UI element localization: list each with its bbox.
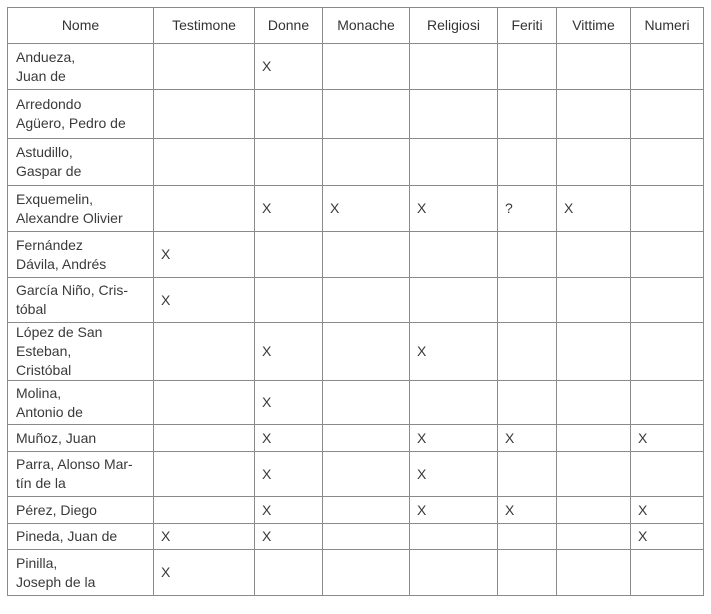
- cell-numeri: X: [631, 524, 704, 550]
- cell-feriti: [498, 90, 557, 139]
- cell-numeri: [631, 381, 704, 425]
- name-line: Dávila, Andrés: [16, 255, 107, 272]
- name-line: tóbal: [16, 301, 47, 317]
- name-line: García Niño, Cris-: [16, 282, 129, 298]
- cell-monache: [323, 232, 410, 278]
- name-line: Pinilla,: [16, 554, 58, 571]
- name-line: Molina,: [16, 384, 62, 401]
- table-row: [8, 425, 704, 452]
- cell-vittime: [557, 90, 631, 139]
- cell-vittime: [557, 232, 631, 278]
- header-numeri: Numeri: [631, 8, 704, 44]
- cell-monache: [323, 497, 410, 524]
- cell-feriti: [498, 232, 557, 278]
- cell-numeri: X: [631, 497, 704, 524]
- cell-feriti: ?: [498, 186, 557, 232]
- cell-monache: X: [323, 186, 410, 232]
- cell-nome: [8, 278, 154, 323]
- name-line: Fernández: [16, 236, 83, 253]
- cell-vittime: [557, 452, 631, 497]
- table-row: [8, 524, 704, 550]
- cell-religiosi: X: [410, 186, 498, 232]
- cell-nome: [8, 381, 154, 425]
- header-monache: Monache: [323, 8, 410, 44]
- cell-donne: X: [255, 497, 323, 524]
- cell-nome: [8, 323, 154, 381]
- cell-numeri: [631, 186, 704, 232]
- cell-feriti: X: [498, 425, 557, 452]
- cell-testimone: [154, 44, 255, 90]
- cell-feriti: [498, 381, 557, 425]
- header-nome: Nome: [8, 8, 154, 44]
- cell-feriti: [498, 524, 557, 550]
- cell-numeri: [631, 278, 704, 323]
- cell-donne: [255, 550, 323, 596]
- cell-vittime: [557, 550, 631, 596]
- cell-vittime: X: [557, 186, 631, 232]
- cell-nome: [8, 44, 154, 90]
- cell-religiosi: [410, 139, 498, 186]
- cell-testimone: [154, 425, 255, 452]
- cell-religiosi: [410, 550, 498, 596]
- cell-monache: [323, 44, 410, 90]
- cell-feriti: [498, 550, 557, 596]
- cell-religiosi: [410, 44, 498, 90]
- cell-numeri: [631, 232, 704, 278]
- cell-monache: [323, 550, 410, 596]
- cell-vittime: [557, 44, 631, 90]
- name-line: tín de la: [16, 475, 66, 491]
- name-line: Astudillo,: [16, 144, 73, 160]
- cell-nome: [8, 550, 154, 596]
- name-line: Esteban,: [16, 343, 72, 359]
- table-row: [8, 90, 704, 139]
- name-line: Antonio de: [16, 403, 83, 420]
- cell-religiosi: X: [410, 497, 498, 524]
- cell-nome: [8, 452, 154, 497]
- cell-monache: [323, 381, 410, 425]
- table-row: [8, 381, 704, 425]
- cell-testimone: [154, 139, 255, 186]
- cell-religiosi: [410, 90, 498, 139]
- header-feriti: Feriti: [498, 8, 557, 44]
- cell-religiosi: [410, 278, 498, 323]
- cell-donne: [255, 278, 323, 323]
- cell-feriti: [498, 139, 557, 186]
- name-line: Alexandre Olivier: [16, 209, 123, 226]
- cell-numeri: [631, 44, 704, 90]
- cell-vittime: [557, 497, 631, 524]
- cell-donne: [255, 90, 323, 139]
- cell-testimone: [154, 323, 255, 381]
- name-line: Cristóbal: [16, 362, 72, 378]
- cell-testimone: X: [154, 524, 255, 550]
- cell-nome: [8, 139, 154, 186]
- cell-monache: [323, 323, 410, 381]
- cell-testimone: [154, 90, 255, 139]
- cell-vittime: [557, 524, 631, 550]
- cell-numeri: [631, 139, 704, 186]
- cell-religiosi: X: [410, 425, 498, 452]
- name-line: Parra, Alonso Mar-: [16, 456, 133, 472]
- name-line: Exquemelin,: [16, 190, 94, 207]
- cell-numeri: [631, 323, 704, 381]
- name-line: Muñoz, Juan: [16, 429, 97, 446]
- name-line: Agüero, Pedro de: [16, 115, 126, 131]
- cell-testimone: [154, 452, 255, 497]
- cell-donne: [255, 139, 323, 186]
- victims-table: [7, 7, 704, 596]
- cell-religiosi: X: [410, 323, 498, 381]
- cell-vittime: [557, 278, 631, 323]
- name-line: Joseph de la: [16, 573, 96, 590]
- cell-donne: X: [255, 452, 323, 497]
- cell-numeri: [631, 90, 704, 139]
- cell-nome: [8, 90, 154, 139]
- name-line: López de San: [16, 324, 103, 340]
- cell-monache: [323, 524, 410, 550]
- cell-donne: X: [255, 381, 323, 425]
- table-row: [8, 497, 704, 524]
- cell-vittime: [557, 425, 631, 452]
- cell-feriti: [498, 44, 557, 90]
- cell-vittime: [557, 381, 631, 425]
- header-religiosi: Religiosi: [410, 8, 498, 44]
- cell-monache: [323, 139, 410, 186]
- cell-feriti: [498, 323, 557, 381]
- cell-testimone: [154, 186, 255, 232]
- cell-testimone: [154, 497, 255, 524]
- cell-religiosi: [410, 232, 498, 278]
- cell-donne: X: [255, 186, 323, 232]
- cell-testimone: X: [154, 550, 255, 596]
- table-row: [8, 44, 704, 90]
- table-row: [8, 452, 704, 497]
- cell-donne: X: [255, 44, 323, 90]
- table-row: [8, 323, 704, 381]
- cell-numeri: [631, 550, 704, 596]
- table-row: [8, 278, 704, 323]
- name-line: Gaspar de: [16, 163, 82, 179]
- cell-testimone: X: [154, 232, 255, 278]
- cell-religiosi: [410, 524, 498, 550]
- cell-nome: [8, 497, 154, 524]
- cell-numeri: [631, 452, 704, 497]
- cell-donne: X: [255, 323, 323, 381]
- cell-monache: [323, 90, 410, 139]
- name-line: Arredondo: [16, 96, 82, 112]
- cell-numeri: X: [631, 425, 704, 452]
- cell-nome: [8, 425, 154, 452]
- cell-religiosi: [410, 381, 498, 425]
- cell-monache: [323, 452, 410, 497]
- table-row: [8, 550, 704, 596]
- name-line: Juan de: [16, 67, 66, 84]
- cell-donne: X: [255, 524, 323, 550]
- name-line: Andueza,: [16, 48, 76, 65]
- cell-nome: [8, 186, 154, 232]
- cell-testimone: X: [154, 278, 255, 323]
- table-row: [8, 232, 704, 278]
- header-donne: Donne: [255, 8, 323, 44]
- cell-nome: [8, 524, 154, 550]
- cell-feriti: [498, 452, 557, 497]
- table-row: [8, 186, 704, 232]
- cell-vittime: [557, 139, 631, 186]
- header-vittime: Vittime: [557, 8, 631, 44]
- name-line: Pérez, Diego: [16, 501, 97, 518]
- header-row: [8, 8, 704, 44]
- cell-vittime: [557, 323, 631, 381]
- name-line: Pineda, Juan de: [16, 528, 118, 544]
- table-row: [8, 139, 704, 186]
- header-testimone: Testimone: [154, 8, 255, 44]
- cell-monache: [323, 425, 410, 452]
- cell-donne: [255, 232, 323, 278]
- cell-testimone: [154, 381, 255, 425]
- cell-religiosi: X: [410, 452, 498, 497]
- cell-feriti: X: [498, 497, 557, 524]
- cell-feriti: [498, 278, 557, 323]
- cell-nome: [8, 232, 154, 278]
- cell-donne: X: [255, 425, 323, 452]
- cell-monache: [323, 278, 410, 323]
